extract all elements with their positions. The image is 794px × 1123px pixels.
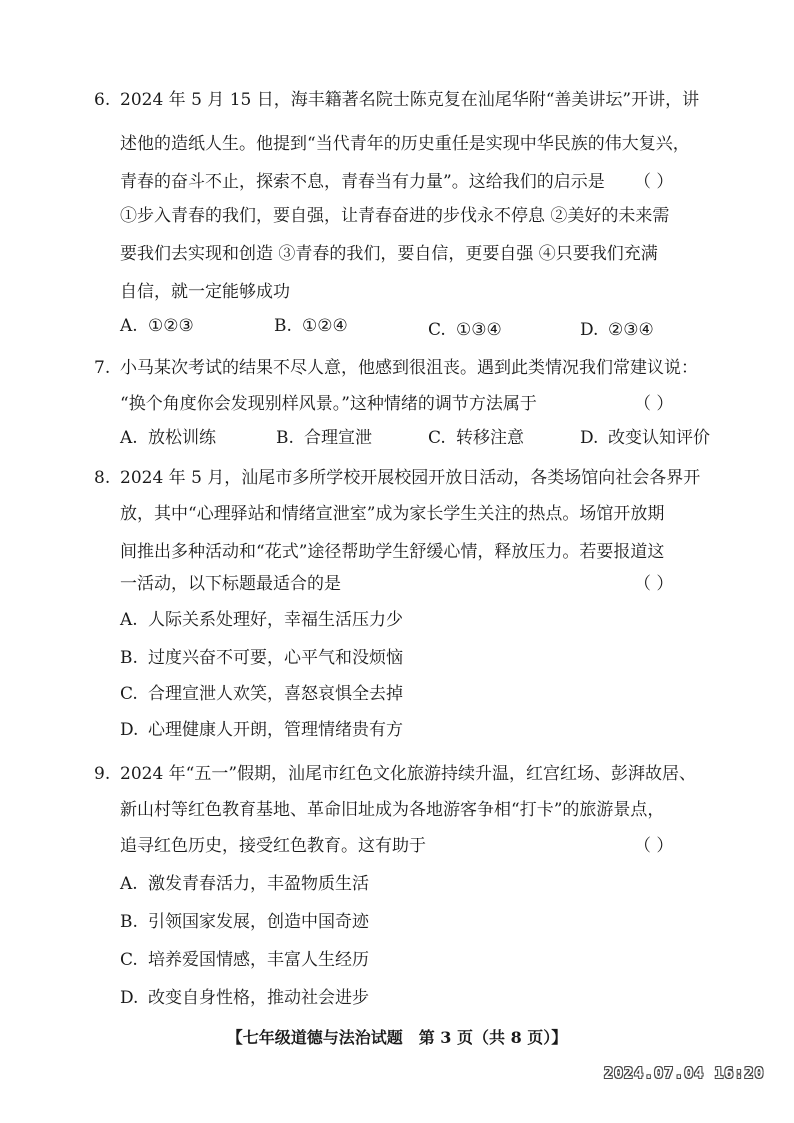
option-letter: D. <box>120 988 139 1008</box>
option-letter: B. <box>120 648 138 668</box>
option-text: 人际关系处理好，幸福生活压力少 <box>148 610 403 630</box>
option-a <box>120 608 403 632</box>
option-text: 过度兴奋不可要，心平气和没烦恼 <box>148 648 403 668</box>
option-text: ②③④ <box>608 320 654 340</box>
question-number: 7. <box>94 358 111 378</box>
question-text-line: 2024 年 5 月 15 日，海丰籍著名院士陈克复在汕尾华附“善美讲坛”开讲，讲 <box>120 90 700 110</box>
question-text-line: 述他的造纸人生。他提到“当代青年的历史重任是实现中华民族的伟大复兴， <box>120 134 690 154</box>
option-b <box>120 910 369 934</box>
question-text-line: 自信，就一定能够成功 <box>120 282 290 302</box>
question-text-line: 2024 年“五一”假期，汕尾市红色文化旅游持续升温，红宫红场、彭湃故居、 <box>120 764 697 784</box>
option-letter: C. <box>428 428 446 448</box>
option-letter: A. <box>120 428 138 448</box>
answer-blank: （ ） <box>634 574 674 594</box>
question-text-line: 新山村等红色教育基地、革命旧址成为各地游客争相“打卡”的旅游景点， <box>120 800 665 820</box>
question-text-line: “换个角度你会发现别样风景。”这种情绪的调节方法属于 <box>120 394 537 414</box>
answer-blank: （ ） <box>634 394 674 414</box>
option-text: 心理健康人开朗，管理情绪贵有方 <box>148 720 403 740</box>
option-d <box>120 986 369 1010</box>
question-number: 8. <box>94 468 111 488</box>
option-letter: D. <box>120 720 139 740</box>
option-text: 引领国家发展，创造中国奇迹 <box>148 912 369 932</box>
option-c <box>428 318 502 342</box>
option-letter: B. <box>274 316 292 336</box>
question-number: 9. <box>94 764 111 784</box>
question-text-line: 青春的奋斗不止，探索不息，青春当有力量”。这给我们的启示是 <box>120 172 605 192</box>
option-a <box>120 872 369 896</box>
question-text-line: 一活动，以下标题最适合的是 <box>120 574 341 594</box>
answer-blank: （ ） <box>634 172 674 192</box>
timestamp-stamp: 2024.07.04 16:20 <box>604 1064 765 1082</box>
question-number: 6. <box>94 90 111 110</box>
question-text-line: 要我们去实现和创造 ③青春的我们，要自信，更要自强 ④只要我们充满 <box>120 244 658 264</box>
question-text-line: 放，其中“心理驿站和情绪宣泄室”成为家长学生关注的热点。场馆开放期 <box>120 504 665 524</box>
question-text-line: ①步入青春的我们，要自强，让青春奋进的步伐永不停息 ②美好的未来需 <box>120 206 670 226</box>
option-b <box>274 314 348 338</box>
option-text: 放松训练 <box>148 428 216 448</box>
option-letter: C. <box>120 950 138 970</box>
page-footer: 【七年级道德与法治试题 第 3 页（共 8 页）】 <box>226 1028 568 1047</box>
option-d <box>580 426 710 450</box>
option-letter: D. <box>580 428 599 448</box>
option-letter: A. <box>120 610 138 630</box>
option-text: ①②③ <box>148 316 194 336</box>
option-letter: C. <box>120 684 138 704</box>
option-b <box>120 646 403 670</box>
option-text: 转移注意 <box>456 428 524 448</box>
option-text: 合理宣泄人欢笑，喜怒哀惧全去掉 <box>148 684 403 704</box>
option-text: 培养爱国情感，丰富人生经历 <box>148 950 369 970</box>
option-text: 激发青春活力，丰盈物质生活 <box>148 874 369 894</box>
option-d <box>580 318 654 342</box>
option-letter: D. <box>580 320 599 340</box>
answer-blank: （ ） <box>634 836 674 856</box>
option-text: 改变认知评价 <box>608 428 710 448</box>
option-b <box>276 426 372 450</box>
option-text: ①②④ <box>302 316 348 336</box>
question-text-line: 2024 年 5 月，汕尾市多所学校开展校园开放日活动，各类场馆向社会各界开 <box>120 468 701 488</box>
option-letter: C. <box>428 320 446 340</box>
option-a <box>120 314 194 338</box>
option-text: 改变自身性格，推动社会进步 <box>148 988 369 1008</box>
option-letter: B. <box>276 428 294 448</box>
option-letter: B. <box>120 912 138 932</box>
option-c <box>428 426 524 450</box>
option-text: 合理宣泄 <box>304 428 372 448</box>
option-d <box>120 718 403 742</box>
question-text-line: 间推出多种活动和“花式”途径帮助学生舒缓心情，释放压力。若要报道这 <box>120 542 665 562</box>
question-text-line: 小马某次考试的结果不尽人意，他感到很沮丧。遇到此类情况我们常建议说： <box>120 358 698 378</box>
option-letter: A. <box>120 316 138 336</box>
option-a <box>120 426 216 450</box>
option-c <box>120 948 369 972</box>
option-c <box>120 682 403 706</box>
option-text: ①③④ <box>456 320 502 340</box>
option-letter: A. <box>120 874 138 894</box>
question-text-line: 追寻红色历史，接受红色教育。这有助于 <box>120 836 426 856</box>
